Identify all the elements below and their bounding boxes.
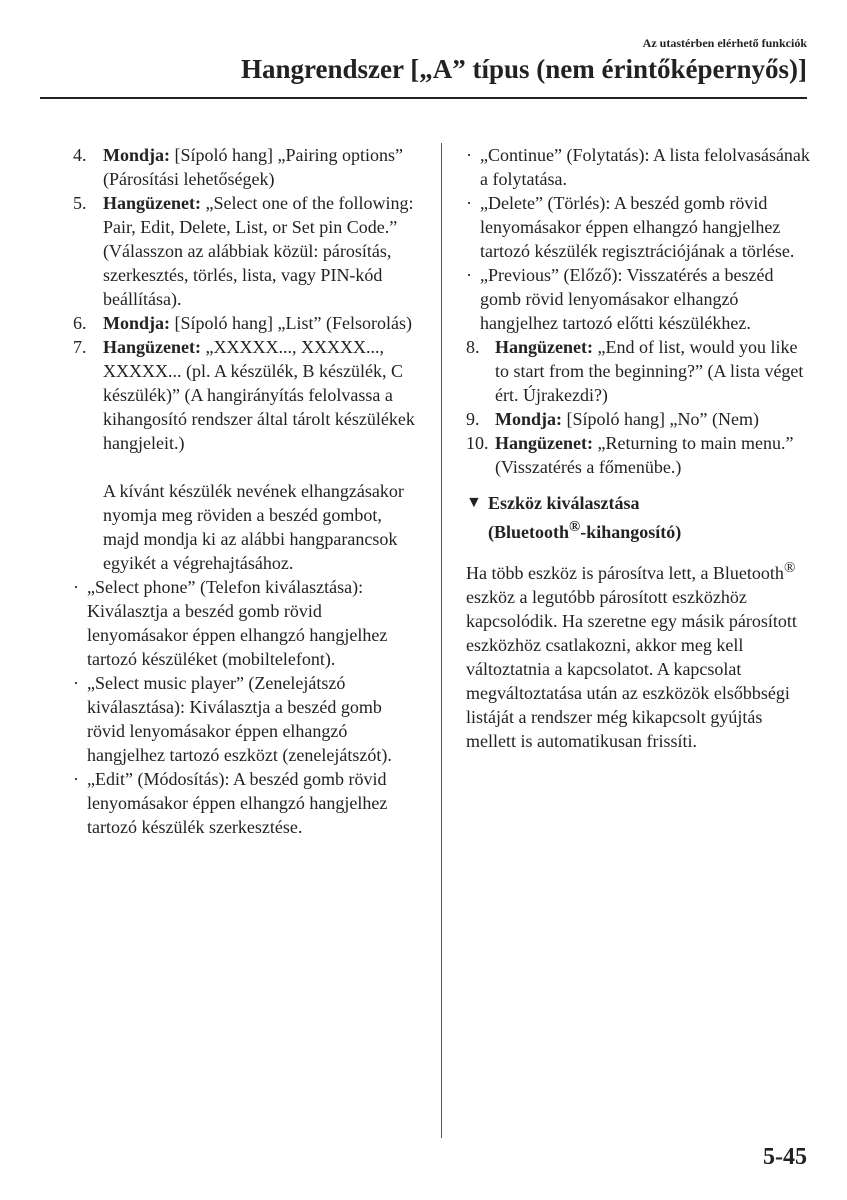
- step-text: [Sípoló hang] „No” (Nem): [562, 409, 759, 429]
- bullet-text: „Select music player” (Zenelejátszó kiválasztása): Kiválasztja a beszéd gomb rövid lenyomásakor éppen elhangzó hangjelhez tartozó eszközt (zenelejátszót).: [87, 673, 392, 765]
- step-text: „End of list, would you like to start from the beginning?” (A lista véget ért. Újrakezdi?): [495, 337, 804, 405]
- bullet-dot: ·: [466, 145, 472, 165]
- section-heading-line2-post: -kihangosító): [580, 522, 682, 542]
- step-item: [466, 407, 811, 431]
- step-label: Hangüzenet:: [495, 433, 593, 453]
- step-item: [73, 311, 418, 335]
- header-section-label: Az utastérben elérhető funkciók: [642, 36, 807, 50]
- step-label: Mondja:: [103, 145, 170, 165]
- bullet-dot: ·: [73, 769, 79, 789]
- step-item: [73, 143, 418, 191]
- step-text: „Select one of the following: Pair, Edit, Delete, List, or Set pin Code.” (Válasszon az alábbiak közül: párosítás, szerkesztés, törlés, lista, vagy PIN-kód beállítása).: [103, 193, 414, 309]
- step-number: 10.: [466, 433, 489, 453]
- step-label: Mondja:: [495, 409, 562, 429]
- step-label: Hangüzenet:: [495, 337, 593, 357]
- right-steps-list: [466, 335, 811, 479]
- registered-mark: ®: [783, 560, 796, 576]
- step-text: [Sípoló hang] „Pairing options” (Párosítási lehetőségek): [103, 145, 403, 189]
- step-text: [Sípoló hang] „List” (Felsorolás): [170, 313, 412, 333]
- step-label: Mondja:: [103, 313, 170, 333]
- bullet-text: „Select phone” (Telefon kiválasztása): Kiválasztja a beszéd gomb rövid lenyomásakor éppen elhangzó hangjelhez tartozó készüléket (mobiltelefont).: [87, 577, 388, 669]
- bullet-text: „Continue” (Folytatás): A lista felolvasásának a folytatása.: [480, 145, 810, 189]
- bullet-item: [466, 143, 811, 191]
- step-number: 8.: [466, 337, 480, 357]
- registered-mark: ®: [569, 519, 581, 535]
- section-paragraph-post: eszköz a legutóbb párosított eszközhöz kapcsolódik. Ha szeretne egy másik párosított eszközhöz csatlakozni, akkor meg kell változtatnia a kapcsolatot. A kapcsolat megváltoztatása után az eszközök elsőbbségi listáját a rendszer még kikapcsolt gyújtás mellett is automatikusan frissíti.: [466, 587, 797, 751]
- bullet-text: „Delete” (Törlés): A beszéd gomb rövid lenyomásakor éppen elhangzó hangjelhez tartozó készülék regisztrációjának a törlése.: [480, 193, 795, 261]
- step-label: Hangüzenet:: [103, 193, 201, 213]
- page-number: 5-45: [763, 1144, 807, 1170]
- step-text: „XXXXX..., XXXXX..., XXXXX... (pl. A készülék, B készülék, C készülék)” (A hangirányítás felolvassa a kihangosító rendszer által tárolt készülékek hangjeleit.): [103, 337, 415, 453]
- step-item: [73, 191, 418, 311]
- triangle-marker-icon: ▼: [466, 494, 482, 511]
- bullet-item: [73, 575, 418, 671]
- bullet-dot: ·: [466, 193, 472, 213]
- section-heading: [466, 491, 811, 544]
- right-bullet-list: [466, 143, 811, 335]
- section-paragraph-pre: Ha több eszköz is párosítva lett, a Bluetooth: [466, 563, 784, 583]
- bullet-text: „Edit” (Módosítás): A beszéd gomb rövid lenyomásakor éppen elhangzó hangjelhez tartozó készülék szerkesztése.: [87, 769, 388, 837]
- step-number: 6.: [73, 313, 87, 333]
- bullet-item: [73, 767, 418, 839]
- left-column: [73, 143, 418, 839]
- title-rule: [40, 97, 807, 99]
- step-number: 4.: [73, 145, 87, 165]
- bullet-item: [466, 263, 811, 335]
- section-heading-line1: Eszköz kiválasztása: [488, 493, 640, 513]
- section-heading-line2-pre: (Bluetooth: [488, 522, 569, 542]
- right-column: [466, 143, 811, 771]
- left-steps-list: [73, 143, 418, 455]
- column-divider: [441, 143, 442, 1138]
- bullet-dot: ·: [73, 577, 79, 597]
- bullet-item: [466, 191, 811, 263]
- page-title: Hangrendszer [„A” típus (nem érintőképernyős)]: [241, 54, 807, 84]
- step-text: „Returning to main menu.” (Visszatérés a főmenübe.): [495, 433, 794, 477]
- bullet-item: [73, 671, 418, 767]
- step-item: [466, 335, 811, 407]
- step-number: 7.: [73, 337, 87, 357]
- instruction-paragraph: A kívánt készülék nevének elhangzásakor nyomja meg röviden a beszéd gombot, majd mondja ki az alábbi hangparancsok egyikét a végrehajtásához.: [103, 481, 404, 573]
- bullet-dot: ·: [73, 673, 79, 693]
- step-number: 9.: [466, 409, 480, 429]
- left-bullet-list: [73, 575, 418, 839]
- bullet-dot: ·: [466, 265, 472, 285]
- bullet-text: „Previous” (Előző): Visszatérés a beszéd gomb rövid lenyomásakor elhangzó hangjelhez tartozó előtti készülékhez.: [480, 265, 774, 333]
- step-label: Hangüzenet:: [103, 337, 201, 357]
- step-item: [73, 335, 418, 455]
- step-item: [466, 431, 811, 479]
- section-paragraph: [466, 556, 811, 753]
- step-number: 5.: [73, 193, 87, 213]
